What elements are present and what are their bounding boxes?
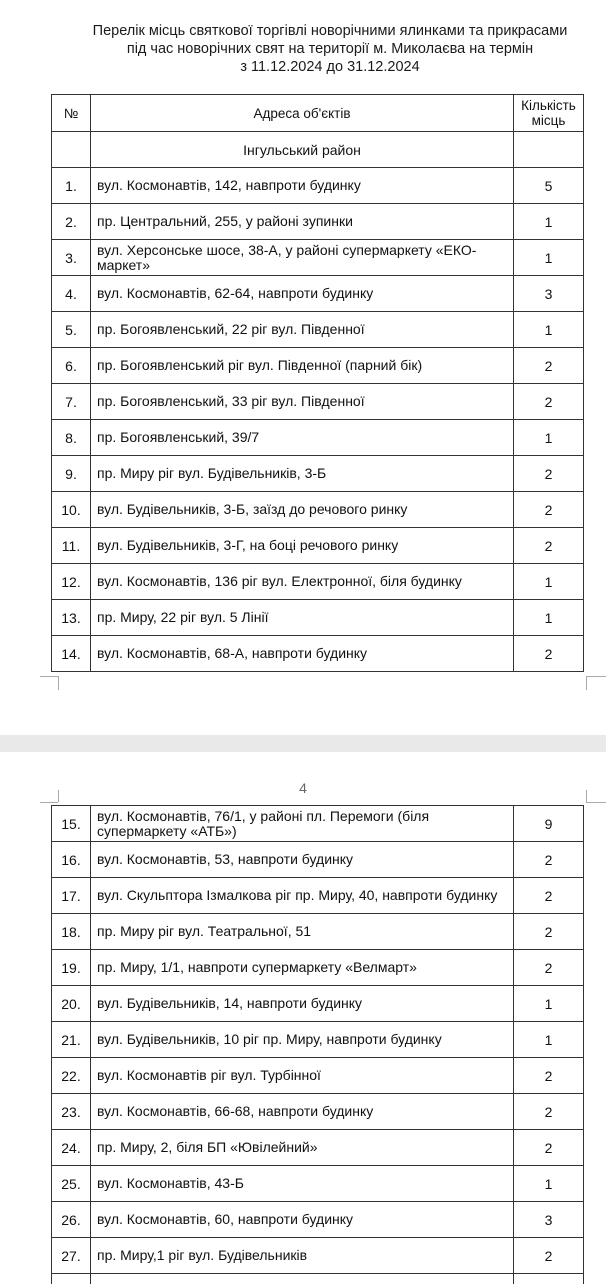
row-count: 1 xyxy=(514,1166,584,1202)
row-address: пр. Миру, 2, біля БП «Ювілейний» xyxy=(91,1130,514,1166)
row-number: 14. xyxy=(52,636,91,672)
row-count: 3 xyxy=(514,1202,584,1238)
row-number: 20. xyxy=(52,986,91,1022)
header-number: № xyxy=(52,95,91,132)
row-number: 19. xyxy=(52,950,91,986)
table-row-cut xyxy=(52,1274,584,1284)
row-count: 1 xyxy=(514,312,584,348)
row-number: 13. xyxy=(52,600,91,636)
row-address: вул. Космонавтів, 142, навпроти будинку xyxy=(91,168,514,204)
row-address: пр. Миру ріг вул. Театральної, 51 xyxy=(91,914,514,950)
row-number: 23. xyxy=(52,1094,91,1130)
row-address: вул. Будівельників, 14, навпроти будинку xyxy=(91,986,514,1022)
empty-cell xyxy=(91,1274,514,1284)
row-address: вул. Космонавтів, 43-Б xyxy=(91,1166,514,1202)
table-row xyxy=(52,168,584,204)
header-count: Кількість місць xyxy=(514,95,584,132)
row-number: 27. xyxy=(52,1238,91,1274)
row-count: 2 xyxy=(514,492,584,528)
row-count: 2 xyxy=(514,348,584,384)
row-count: 1 xyxy=(514,600,584,636)
table-row xyxy=(52,456,584,492)
table-row xyxy=(52,1238,584,1274)
row-count: 2 xyxy=(514,528,584,564)
title-line-2: під час новорічних свят на території м. Миколаєва на термін xyxy=(50,40,606,58)
table-row xyxy=(52,914,584,950)
row-address: вул. Херсонське шосе, 38-А, у районі супермаркету «ЕКО-маркет» xyxy=(91,240,514,276)
row-address: вул. Космонавтів ріг вул. Турбінної xyxy=(91,1058,514,1094)
district-number-cell xyxy=(52,132,91,168)
table-row xyxy=(52,528,584,564)
table-row xyxy=(52,492,584,528)
row-number: 16. xyxy=(52,842,91,878)
row-address: вул. Космонавтів, 68-А, навпроти будинку xyxy=(91,636,514,672)
row-number: 7. xyxy=(52,384,91,420)
row-number: 6. xyxy=(52,348,91,384)
row-address: вул. Космонавтів, 60, навпроти будинку xyxy=(91,1202,514,1238)
row-count: 2 xyxy=(514,878,584,914)
empty-cell xyxy=(514,1274,584,1284)
table-row xyxy=(52,986,584,1022)
title-line-1: Перелік місць святкової торгівлі новорічними ялинками та прикрасами xyxy=(50,22,606,40)
row-address: вул. Будівельників, 10 ріг пр. Миру, навпроти будинку xyxy=(91,1022,514,1058)
table-row xyxy=(52,1202,584,1238)
row-count: 5 xyxy=(514,168,584,204)
corner-mark xyxy=(58,790,59,802)
table-row xyxy=(52,312,584,348)
table-row xyxy=(52,1058,584,1094)
corner-mark xyxy=(586,790,587,802)
row-count: 2 xyxy=(514,950,584,986)
row-address: вул. Космонавтів, 136 ріг вул. Електронної, біля будинку xyxy=(91,564,514,600)
title-line-3: з 11.12.2024 до 31.12.2024 xyxy=(50,58,606,76)
row-number: 10. xyxy=(52,492,91,528)
corner-mark xyxy=(40,802,58,803)
table-row xyxy=(52,348,584,384)
row-address: вул. Скульптора Ізмалкова ріг пр. Миру, 40, навпроти будинку xyxy=(91,878,514,914)
row-address: вул. Космонавтів, 62-64, навпроти будинку xyxy=(91,276,514,312)
page-separator xyxy=(0,735,606,752)
row-number: 1. xyxy=(52,168,91,204)
row-count: 2 xyxy=(514,1094,584,1130)
table-row xyxy=(52,950,584,986)
corner-mark xyxy=(58,676,59,690)
row-address: вул. Космонавтів, 53, навпроти будинку xyxy=(91,842,514,878)
row-number: 4. xyxy=(52,276,91,312)
row-count: 1 xyxy=(514,564,584,600)
corner-mark xyxy=(40,676,58,677)
row-address: пр. Миру, 1/1, навпроти супермаркету «Велмарт» xyxy=(91,950,514,986)
page-number: 4 xyxy=(0,780,606,796)
district-count-cell xyxy=(514,132,584,168)
row-count: 2 xyxy=(514,1130,584,1166)
row-number: 25. xyxy=(52,1166,91,1202)
row-number: 24. xyxy=(52,1130,91,1166)
row-address: вул. Будівельників, 3-Г, на боці речового ринку xyxy=(91,528,514,564)
row-number: 5. xyxy=(52,312,91,348)
row-number: 15. xyxy=(52,806,91,842)
row-number: 11. xyxy=(52,528,91,564)
table-row xyxy=(52,842,584,878)
row-number: 9. xyxy=(52,456,91,492)
row-count: 2 xyxy=(514,842,584,878)
corner-mark xyxy=(586,676,606,677)
row-address: пр. Богоявленський ріг вул. Південної (парний бік) xyxy=(91,348,514,384)
row-count: 1 xyxy=(514,204,584,240)
table-row xyxy=(52,420,584,456)
row-address: пр. Центральний, 255, у районі зупинки xyxy=(91,204,514,240)
row-address: вул. Космонавтів, 66-68, навпроти будинку xyxy=(91,1094,514,1130)
row-address: вул. Космонавтів, 76/1, у районі пл. Перемоги (біля супермаркету «АТБ») xyxy=(91,806,514,842)
row-count: 1 xyxy=(514,986,584,1022)
locations-table-page-1 xyxy=(51,94,584,672)
row-count: 2 xyxy=(514,636,584,672)
document-title xyxy=(50,22,606,76)
row-address: пр. Богоявленський, 33 ріг вул. Південної xyxy=(91,384,514,420)
row-number: 18. xyxy=(52,914,91,950)
table-row xyxy=(52,878,584,914)
row-number: 22. xyxy=(52,1058,91,1094)
table-row xyxy=(52,276,584,312)
row-count: 2 xyxy=(514,1058,584,1094)
row-count: 1 xyxy=(514,420,584,456)
row-number: 3. xyxy=(52,240,91,276)
row-address: пр. Миру, 22 ріг вул. 5 Лінії xyxy=(91,600,514,636)
district-row xyxy=(52,132,584,168)
table-row xyxy=(52,1094,584,1130)
row-count: 2 xyxy=(514,456,584,492)
district-name: Інгульський район xyxy=(91,132,514,168)
row-count: 2 xyxy=(514,1238,584,1274)
corner-mark xyxy=(586,676,587,690)
empty-cell xyxy=(52,1274,91,1284)
table-row xyxy=(52,204,584,240)
row-count: 2 xyxy=(514,384,584,420)
row-count: 2 xyxy=(514,914,584,950)
row-address: пр. Богоявленський, 22 ріг вул. Південної xyxy=(91,312,514,348)
table-row xyxy=(52,1022,584,1058)
table-row xyxy=(52,636,584,672)
table-row xyxy=(52,1166,584,1202)
corner-mark xyxy=(586,802,606,803)
table-row xyxy=(52,384,584,420)
row-count: 3 xyxy=(514,276,584,312)
table-row xyxy=(52,806,584,842)
row-count: 1 xyxy=(514,1022,584,1058)
table-row xyxy=(52,240,584,276)
row-number: 2. xyxy=(52,204,91,240)
table-row xyxy=(52,1130,584,1166)
row-number: 17. xyxy=(52,878,91,914)
row-number: 12. xyxy=(52,564,91,600)
row-count: 1 xyxy=(514,240,584,276)
row-address: вул. Будівельників, 3-Б, заїзд до речового ринку xyxy=(91,492,514,528)
row-count: 9 xyxy=(514,806,584,842)
table-row xyxy=(52,600,584,636)
row-number: 8. xyxy=(52,420,91,456)
header-address: Адреса об'єктів xyxy=(91,95,514,132)
row-number: 26. xyxy=(52,1202,91,1238)
row-address: пр. Миру,1 ріг вул. Будівельників xyxy=(91,1238,514,1274)
row-address: пр. Богоявленський, 39/7 xyxy=(91,420,514,456)
row-address: пр. Миру ріг вул. Будівельників, 3-Б xyxy=(91,456,514,492)
locations-table-page-2 xyxy=(51,805,584,1284)
row-number: 21. xyxy=(52,1022,91,1058)
table-header-row xyxy=(52,95,584,132)
table-row xyxy=(52,564,584,600)
